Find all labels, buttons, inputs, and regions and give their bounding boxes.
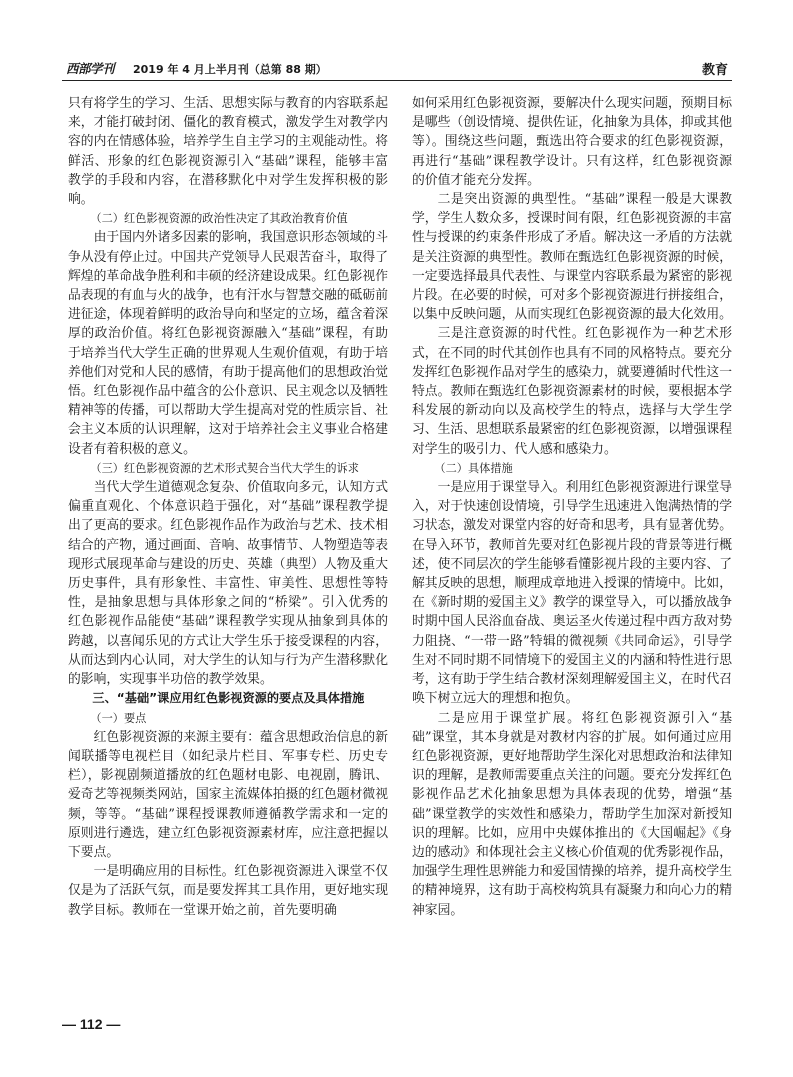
page-header — [62, 58, 732, 81]
left-column — [68, 94, 388, 920]
subsection-heading: （三）红色影视资源的艺术形式契合当代大学生的诉求 — [90, 461, 359, 475]
subsection-heading: （一）要点 — [90, 711, 147, 725]
issue-info: 2019 年 4 月上半月刊（总第 88 期） — [133, 63, 327, 76]
paragraph: 红色影视资源的来源主要有：蕴含思想政治信息的新闻联播等电视栏目（如纪录片栏目、军事专栏、历史专栏），影视剧频道播放的红色题材电影、电视剧，腾讯、爱奇艺等视频类网站，国家主流媒体拍摄的红色题材微视频，等等。“基础”课程授课教师遵循教学需求和一定的原则进行遴选，建立红色影视资源素材库，应注意把握以下要点。 — [68, 729, 388, 860]
paragraph: 如何采用红色影视资源，要解决什么现实问题，预期目标是哪些（创设情境、提供佐证，化抽象为具体，抑或其他等）。围绕这些问题，甄选出符合要求的红色影视资源，再进行“基础”课程教学设计。只有这样，红色影视资源的价值才能充分发挥。 — [412, 96, 732, 188]
paragraph: 由于国内外诸多因素的影响，我国意识形态领域的斗争从没有停止过。中国共产党领导人民艰苦奋斗，取得了辉煌的革命战争胜利和丰硕的经济建设成果。红色影视作品表现的有血与火的战争，也有汗水与智慧交融的砥砺前进征途，体现着鲜明的政治导向和坚定的立场，蕴含着深厚的政治价值。将红色影视资源融入“基础”课程，有助于培养当代大学生正确的世界观人生观价值观，有助于培养他们对党和人民的感情，有助于提高他们的思想政治觉悟。红色影视作品中蕴含的公仆意识、民主观念以及牺牲精神等的传播，可以帮助大学生提高对党的性质宗旨、社会主义本质的认识理解，这对于培养社会主义事业合格建设者有着积极的意义。 — [68, 230, 388, 457]
page-number: — 112 — — [62, 1016, 121, 1032]
section-name: 教育 — [701, 63, 728, 78]
paragraph: 只有将学生的学习、生活、思想实际与教育的内容联系起来，才能打破封闭、僵化的教育模式，激发学生对教学内容的内在情感体验，培养学生自主学习的主观能动性。将鲜活、形象的红色影视资源引入“基础”课程，能够丰富教学的手段和内容，在潜移默化中对学生发挥积极的影响。 — [68, 96, 388, 208]
subsection-heading: （二）具体措施 — [434, 461, 513, 475]
paragraph: 当代大学生道德观念复杂、价值取向多元，认知方式偏重直观化、个体意识趋于强化，对“基础”课程教学提出了更高的要求。红色影视作品作为政治与艺术、技术相结合的产物，通过画面、音响、故事情节、人物塑造等表现形式展现革命与建设的历史、英雄（典型）人物及重大历史事件，具有形象性、丰富性、审美性、思想性等特性，是抽象思想与具体形象之间的“桥梁”。引入优秀的红色影视作品能使“基础”课程教学实现从抽象到具体的跨越，以喜闻乐见的方式让大学生乐于接受课程的内容，从而达到内心认同，对大学生的认知与行为产生潜移默化的影响，实现事半功倍的教学效果。 — [68, 480, 388, 688]
section-heading: 三、“基础”课应用红色影视资源的要点及具体措施 — [92, 691, 365, 706]
paragraph: 一是应用于课堂导入。利用红色影视资源进行课堂导入，对于快速创设情境，引导学生迅速进入饱满热情的学习状态，激发对课堂内容的好奇和思考，具有显著优势。在导入环节，教师首先要对红色影视片段的背景等进行概述，使不同层次的学生能够看懂影视片段的主要内容、了解其反映的思想，顺理成章地进入授课的情境中。比如，在《新时期的爱国主义》教学的课堂导入，可以播放战争时期中国人民浴血奋战、奥运圣火传递过程中西方敌对势力阻挠、“一带一路”特辑的微视频《共同命运》，引导学生对不同时期不同情境下的爱国主义的内涵和特性进行思考，这有助于学生结合教材深刻理解爱国主义，在时代召唤下树立远大的理想和抱负。 — [412, 480, 732, 707]
paragraph: 三是注意资源的时代性。红色影视作为一种艺术形式，在不同的时代其创作也具有不同的风格特点。要充分发挥红色影视作品对学生的感染力，就要遵循时代性这一特点。教师在甄选红色影视资源素材的时候，要根据本学科发展的新动向以及高校学生的特点，选择与大学生学习、生活、思想联系最紧密的红色影视资源，以增强课程对学生的吸引力、代人感和感染力。 — [412, 326, 732, 457]
paragraph: 一是明确应用的目标性。红色影视资源进入课堂不仅仅是为了活跃气氛，而是要发挥其工具作用，更好地实现教学目标。教师在一堂课开始之前，首先要明确 — [68, 864, 388, 918]
subsection-heading: （二）红色影视资源的政治性决定了其政治教育价值 — [90, 212, 348, 226]
paragraph: 二是应用于课堂扩展。将红色影视资源引入“基础”课堂，其本身就是对教材内容的扩展。如何通过应用红色影视资源，更好地帮助学生深化对思想政治和法律知识的理解，是教师需要重点关注的问题。要充分发挥红色影视作品艺术化抽象思想为具体表现的优势，增强“基础”课堂教学的实效性和感染力，帮助学生加深对新授知识的理解。比如，应用中央媒体推出的《大国崛起》《身边的感动》和体现社会主义核心价值观的优秀影视作品，加强学生理性思辨能力和爱国情操的培养，提升高校学生的精神境界，这有助于高校构筑具有凝聚力和向心力的精神家园。 — [412, 710, 732, 918]
right-column — [412, 94, 732, 920]
journal-logo: 西部学刊 — [66, 61, 115, 76]
paragraph: 二是突出资源的典型性。“基础”课程一般是大课教学，学生人数众多，授课时间有限，红色影视资源的丰富性与授课的约束条件形成了矛盾。解决这一矛盾的方法就是关注资源的典型性。教师在甄选红色影视资源的时候，一定要选择最具代表性、与课堂内容联系最为紧密的影视片段。在必要的时候，可对多个影视资源进行拼接组合，以集中反映问题，从而实现红色影视资源的最大化效用。 — [412, 192, 732, 323]
